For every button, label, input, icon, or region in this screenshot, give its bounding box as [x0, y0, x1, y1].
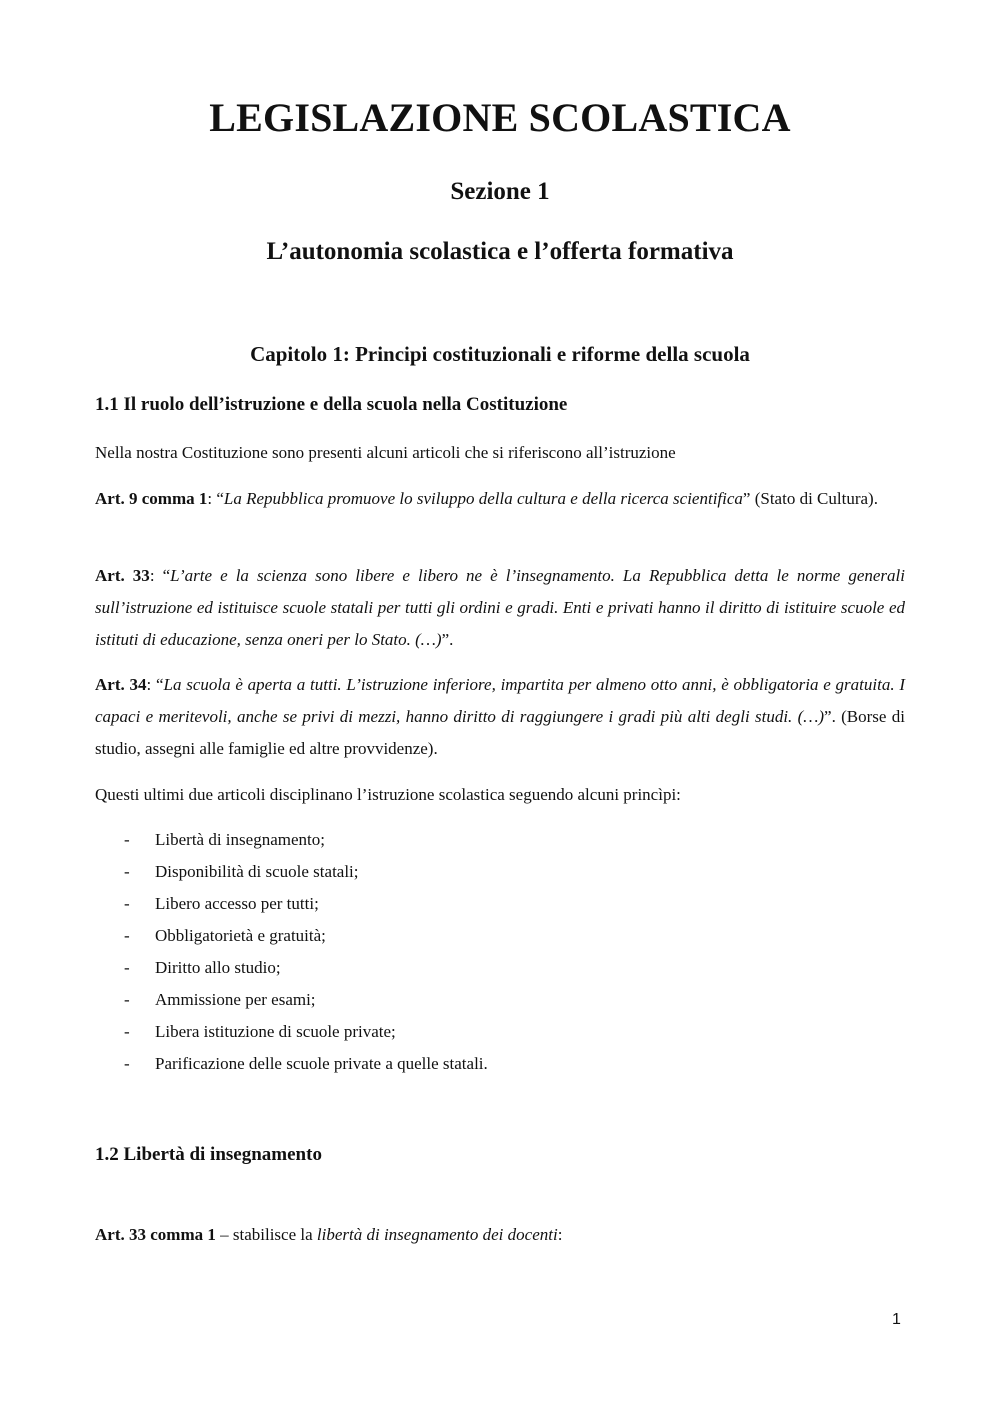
heading-1-1: 1.1 Il ruolo dell’istruzione e della scuola nella Costituzione: [95, 394, 568, 415]
art34-paragraph: Art. 34: “La scuola è aperta a tutti. L’istruzione inferiore, impartita per almeno otto anni, è obbligatoria e gratuita. I capaci e meritevoli, anche se privi di mezzi, hanno diritto di raggiungere i gradi più alti degli studi. (…)”. (Borse di studio, assegni alle famiglie ed altre provvidenze).: [95, 675, 906, 758]
art33-paragraph: Art. 33: “L’arte e la scienza sono libere e libero ne è l’insegnamento. La Repubblica detta le norme generali sull’istruzione ed istituisce scuole statali per tutti gli ordini e gradi. Enti e privati hanno il diritto di istituire scuole ed istituti di educazione, senza oneri per lo Stato. (…)”.: [95, 566, 905, 649]
bullet-dash: -: [124, 958, 130, 977]
bullet-dash: -: [124, 990, 130, 1009]
bullet-dash: -: [124, 1054, 130, 1073]
list-item: - Libero accesso per tutti;: [124, 888, 319, 920]
document-title: LEGISLAZIONE SCOLASTICA: [209, 95, 791, 140]
section-subtitle: L’autonomia scolastica e l’offerta formativa: [266, 238, 734, 265]
section-heading: Sezione 1: [450, 178, 550, 205]
art33-quote: L’arte e la scienza sono libere e libero ne è l’insegnamento. La Repubblica detta le norme generali sull’istruzione ed istituisce scuole statali per tutti gli ordini e gradi. Enti e privati hanno il diritto di istituire scuole ed istituti di educazione, senza oneri per lo Stato. (…): [95, 566, 905, 649]
art34-label: Art. 34: [95, 675, 147, 694]
list-item: - Disponibilità di scuole statali;: [124, 856, 359, 888]
list-item: - Ammissione per esami;: [124, 984, 316, 1016]
bullet-dash: -: [124, 862, 130, 881]
art33c1-paragraph: Art. 33 comma 1 – stabilisce la libertà di insegnamento dei docenti:: [95, 1225, 563, 1244]
list-item: - Libertà di insegnamento;: [124, 824, 325, 856]
art9-label: Art. 9 comma 1: [95, 489, 208, 508]
list-item: - Parificazione delle scuole private a quelle statali.: [124, 1048, 488, 1080]
art33c1-label: Art. 33 comma 1: [95, 1225, 216, 1244]
heading-1-2: 1.2 Libertà di insegnamento: [95, 1144, 322, 1165]
art33c1-italic: libertà di insegnamento dei docenti: [316, 1225, 558, 1244]
art9-quote: La Repubblica promuove lo sviluppo della cultura e della ricerca scientifica: [223, 489, 743, 508]
principles-intro: Questi ultimi due articoli disciplinano l’istruzione scolastica seguendo alcuni princìpi:: [95, 785, 681, 804]
bullet-dash: -: [124, 1022, 130, 1041]
art33-label: Art. 33: [95, 566, 150, 585]
list-item: - Libera istituzione di scuole private;: [124, 1016, 396, 1048]
bullet-dash: -: [124, 926, 130, 945]
art34-quote: La scuola è aperta a tutti. L’istruzione inferiore, impartita per almeno otto anni, è obbligatoria e gratuita. I capaci e meritevoli, anche se privi di mezzi, hanno diritto di raggiungere i gradi più alti degli studi. (…): [95, 675, 905, 726]
chapter-heading: Capitolo 1: Principi costituzionali e riforme della scuola: [250, 342, 750, 366]
bullet-dash: -: [124, 830, 130, 849]
intro-paragraph: Nella nostra Costituzione sono presenti alcuni articoli che si riferiscono all’istruzione: [95, 443, 676, 462]
list-item: - Obbligatorietà e gratuità;: [124, 920, 326, 952]
bullet-dash: -: [124, 894, 130, 913]
list-item: - Diritto allo studio;: [124, 952, 281, 984]
page-number: 1: [892, 1311, 901, 1328]
art9-paragraph: Art. 9 comma 1: “La Repubblica promuove lo sviluppo della cultura e della ricerca scientifica” (Stato di Cultura).: [95, 489, 878, 508]
